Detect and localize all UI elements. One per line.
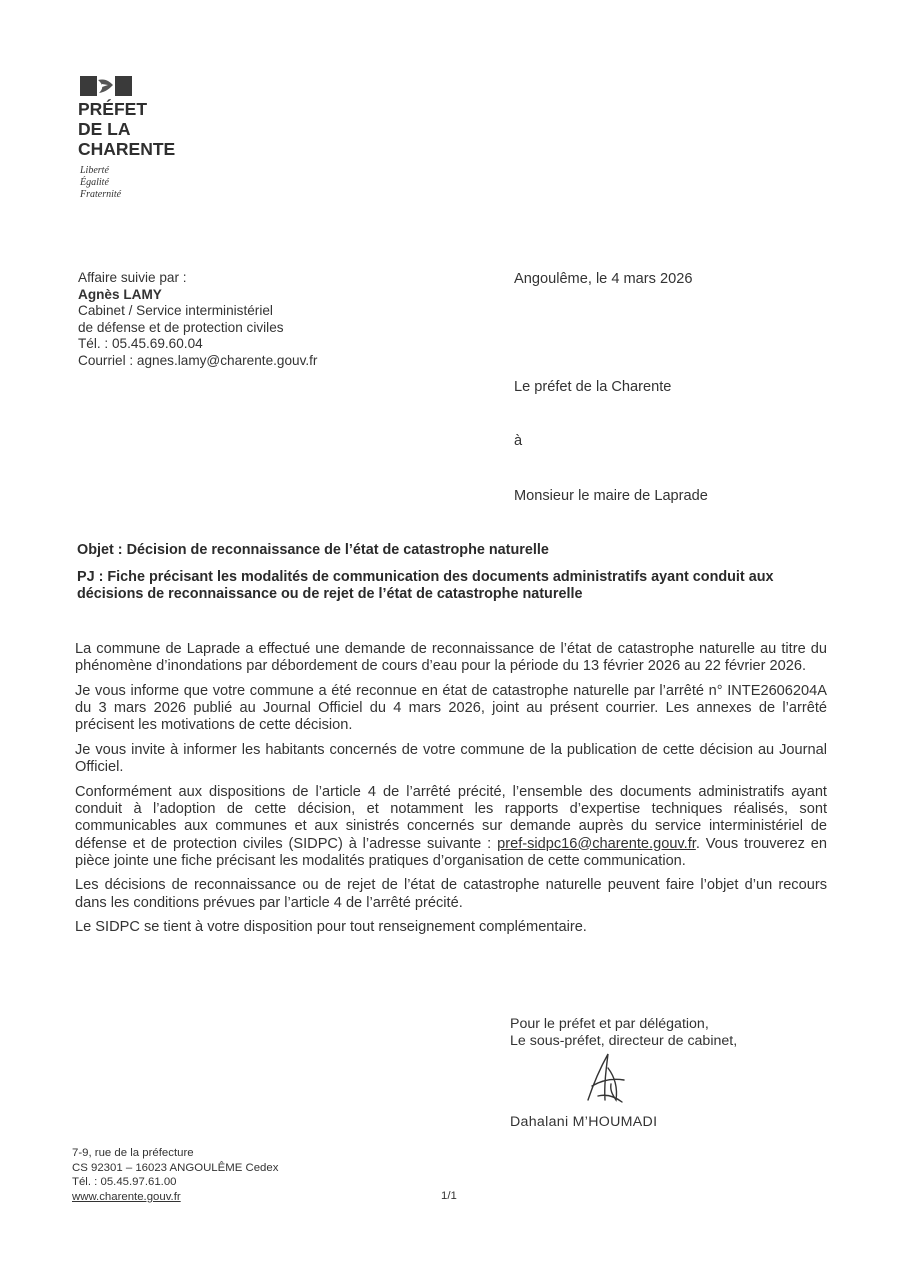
closing-line: Le sous-préfet, directeur de cabinet, bbox=[510, 1033, 738, 1049]
sender-phone: Tél. : 05.45.69.60.04 bbox=[78, 336, 203, 351]
sender-service: de défense et de protection civiles bbox=[78, 319, 284, 335]
body-text: . Vous trouverez en pièce jointe une fiche précisant les modalités pratiques d’organisation de cette communication. bbox=[75, 835, 827, 869]
sender-label: Affaire suivie par : bbox=[78, 270, 187, 285]
subject-line: Objet : Décision de reconnaissance de l’état de catastrophe naturelle bbox=[77, 542, 549, 558]
sender-name: Agnès LAMY bbox=[78, 286, 162, 302]
letter-body bbox=[75, 641, 827, 944]
republic-motto bbox=[80, 165, 121, 201]
body-paragraph: Les décisions de reconnaissance ou de rejet de l’état de catastrophe naturelle peuvent faire l’objet d’un recours dans les conditions prévues par l’article 4 de l’arrêté précité. bbox=[75, 877, 827, 911]
logo-line: DE LA bbox=[78, 119, 131, 139]
prefecture-logo-title bbox=[78, 99, 175, 159]
marianne-logo-icon bbox=[80, 76, 132, 96]
body-paragraph: Je vous informe que votre commune a été reconnue en état de catastrophe naturelle par l’arrêté n° INTE2606204A du 3 mars 2026 publié au Journal Officiel du 4 mars 2026, joint au présent courrier. Les annexes de l’arrêté précisent les motivations de cette décision. bbox=[75, 682, 827, 734]
signature-icon bbox=[578, 1050, 634, 1106]
recipient-to: Monsieur le maire de Laprade bbox=[514, 488, 708, 504]
body-paragraph: Le SIDPC se tient à votre disposition pour tout renseignement complémentaire. bbox=[75, 919, 587, 936]
motto-line: Liberté bbox=[80, 165, 109, 176]
body-paragraph: La commune de Laprade a effectué une demande de reconnaissance de l’état de catastrophe naturelle au titre du phénomène d’inondations par débordement de cours d’eau pour la période du 13 février 2026 au 22 février 2026. bbox=[75, 641, 827, 675]
date-line: Angoulême, le 4 mars 2026 bbox=[514, 271, 693, 287]
recipient-from: Le préfet de la Charente bbox=[514, 379, 672, 395]
footer-line: Tél. : 05.45.97.61.00 bbox=[72, 1176, 177, 1189]
footer-line: 7-9, rue de la préfecture bbox=[72, 1147, 194, 1159]
sender-email: Courriel : agnes.lamy@charente.gouv.fr bbox=[78, 352, 318, 368]
closing-block bbox=[510, 1016, 737, 1050]
page-number: 1/1 bbox=[441, 1190, 457, 1202]
logo-line: CHARENTE bbox=[78, 139, 176, 159]
attachment-line: PJ : Fiche précisant les modalités de communication des documents administratifs ayant conduit aux décisions de reconnaissance ou de rejet de l’état de catastrophe naturelle bbox=[77, 569, 774, 602]
sender-service: Cabinet / Service interministériel bbox=[78, 303, 273, 318]
motto-line: Égalité bbox=[80, 177, 109, 188]
body-paragraph bbox=[75, 784, 827, 870]
footer-line: CS 92301 – 16023 ANGOULÊME Cedex bbox=[72, 1161, 279, 1174]
website-link[interactable]: www.charente.gouv.fr bbox=[72, 1190, 181, 1203]
logo-line: PRÉFET bbox=[78, 99, 148, 119]
footer-address bbox=[72, 1146, 278, 1204]
recipient-a: à bbox=[514, 433, 523, 449]
closing-line: Pour le préfet et par délégation, bbox=[510, 1016, 709, 1032]
sender-block bbox=[78, 270, 317, 369]
motto-line: Fraternité bbox=[80, 189, 122, 200]
sidpc-email-link[interactable]: pref-sidpc16@charente.gouv.fr bbox=[497, 835, 696, 852]
body-text: Conformément aux dispositions de l’article 4 de l’arrêté précité, l’ensemble des documents administratifs ayant conduit à l’adoption de cette décision, et notamment les rapports d’expertise techniques réalisés, sont communicables aux communes et aux sinistrés concernés sur demande auprès du service interministériel de défense et de protection civiles (SIDPC) à l’adresse suivante : bbox=[75, 783, 827, 852]
body-paragraph: Je vous invite à informer les habitants concernés de votre commune de la publication de cette décision au Journal Officiel. bbox=[75, 742, 827, 776]
signer-name: Dahalani M’HOUMADI bbox=[510, 1114, 658, 1130]
